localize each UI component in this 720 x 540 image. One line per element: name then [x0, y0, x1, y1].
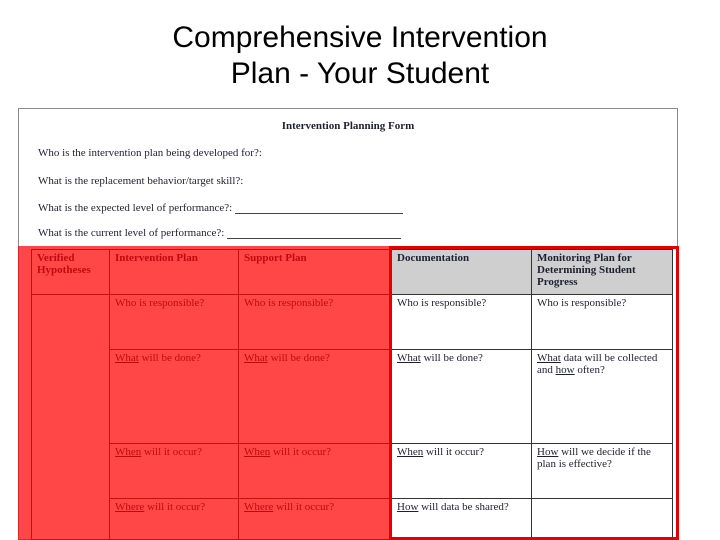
slide-title-line-1: Comprehensive Intervention — [172, 21, 548, 54]
question-1-text: Who is the intervention plan being developed for?: — [38, 147, 262, 159]
question-2-text: What is the replacement behavior/target skill?: — [38, 175, 244, 187]
cell-text: data will be collected and — [537, 352, 658, 376]
header-monitoring-plan: Monitoring Plan for Determining Student Progress — [532, 250, 673, 295]
cell-underlined-word: What — [537, 352, 561, 364]
question-1 — [38, 147, 262, 159]
red-highlight-frame — [389, 246, 679, 540]
question-4 — [38, 227, 401, 239]
header-documentation: Documentation — [392, 250, 532, 295]
question-2 — [38, 175, 243, 187]
table-cell: Who is responsible? — [392, 295, 532, 350]
question-4-text: What is the current level of performance?: — [38, 227, 225, 239]
red-highlight-overlay — [18, 246, 389, 540]
cell-underlined-word: how — [555, 364, 575, 376]
cell-underlined-word: How — [537, 446, 559, 458]
cell-underlined-word: What — [397, 352, 421, 364]
slide-title — [0, 20, 720, 92]
cell-text: often? — [574, 364, 605, 376]
cell-underlined-word: How — [397, 501, 419, 513]
question-3 — [38, 202, 403, 214]
cell-text: will data be shared? — [418, 501, 509, 513]
cell-underlined-word: When — [397, 446, 424, 458]
cell-text: will it occur? — [423, 446, 485, 458]
question-3-blank-line — [235, 203, 403, 214]
question-3-text: What is the expected level of performance?: — [38, 202, 233, 214]
cell-text: will be done? — [420, 352, 483, 364]
cell-text: will we decide if the plan is effective? — [537, 446, 651, 470]
table-cell: Who is responsible? — [532, 295, 673, 350]
slide-title-line-2: Plan - Your Student — [230, 57, 490, 90]
form-title: Intervention Planning Form — [281, 120, 415, 132]
question-4-blank-line — [227, 228, 401, 239]
